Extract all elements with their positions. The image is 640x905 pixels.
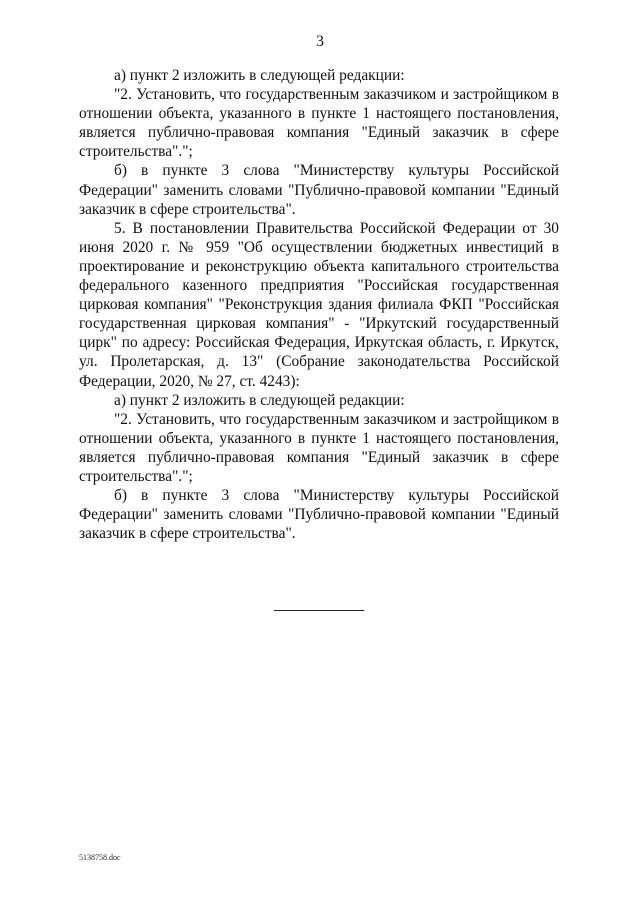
paragraph-item-5: 5. В постановлении Правительства Российской Федерации от 30 июня 2020 г. № 959 "Об осуществлении бюджетных инвестиций в проектирование и реконструкцию объекта капитального строительства федерального казенного предприятия "Российская государственная цирковая компания" "Реконструкция здания филиала ФКП "Российская государственная цирковая компания" - "Иркутский государственный цирк" по адресу: Российская Федерация, Иркутская область, г. Иркутск, ул. Пролетарская, д. 13" (Собрание законодательства Российской Федерации, 2020, № 27, ст. 4243):: [79, 219, 559, 390]
paragraph-subpoint-b-2: б) в пункте 3 слова "Министерству культуры Российской Федерации" заменить словами "Публично-правовой компании "Единый заказчик в сфере строительства".: [79, 487, 559, 543]
paragraph-quoted-clause: "2. Установить, что государственным заказчиком и застройщиком в отношении объекта, указанного в пункте 1 настоящего постановления, является публично-правовая компания "Единый заказчик в сфере строительства".";: [79, 86, 559, 161]
paragraph-quoted-clause-2: "2. Установить, что государственным заказчиком и застройщиком в отношении объекта, указанного в пункте 1 настоящего постановления, является публично-правовая компания "Единый заказчик в сфере строительства".";: [79, 410, 559, 485]
paragraph-subpoint-a-2: а) пункт 2 изложить в следующей редакции:: [114, 391, 405, 409]
document-body: [79, 66, 559, 543]
end-divider-line: [274, 610, 364, 611]
paragraph-subpoint-b: б) в пункте 3 слова "Министерству культуры Российской Федерации" заменить словами "Публично-правовой компании "Единый заказчик в сфере строительства".: [79, 162, 559, 218]
page-number: 3: [316, 33, 324, 50]
footer-file-code: 5138758.doc: [79, 853, 121, 862]
paragraph-subpoint-a: а) пункт 2 изложить в следующей редакции:: [114, 67, 405, 84]
